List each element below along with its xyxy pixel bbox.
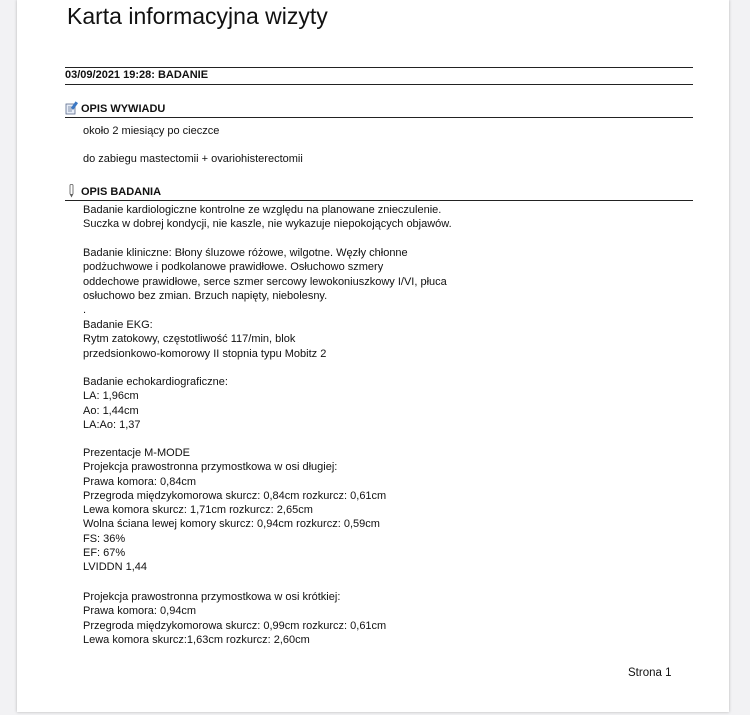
- notes-icon: [65, 101, 79, 115]
- exam-paragraph: Badanie echokardiograficzne: LA: 1,96cm Ao: 1,44cm LA:Ao: 1,37: [83, 376, 228, 431]
- exam-paragraph: Badanie kliniczne: Błony śluzowe różowe, wilgotne. Węzły chłonne podżuchwowe i podkolanowe prawidłowe. Osłuchowo szmery oddechowe prawidłowe, serce szmer sercowy lewokoniuszkowy I/VI, płuca osłuchowo bez zmian. Brzuch napięty, niebolesny. .: [83, 247, 447, 317]
- page-title: Karta informacyjna wizyty: [67, 3, 328, 29]
- document-page: [17, 0, 729, 712]
- interview-line: około 2 miesiący po cieczce: [83, 125, 220, 137]
- exam-paragraph: Prezentacje M-MODE Projekcja prawostronna przymostkowa w osi długiej: Prawa komora: 0,84cm Przegroda międzykomorowa skurcz: 0,84cm rozkurcz: 0,61cm Lewa komora skurcz: 1,71cm rozkurcz: 2,65cm Wolna ściana lewej komory skurcz: 0,94cm rozkurcz: 0,59cm FS: 36% EF: 67% LVIDDN 1,44: [83, 447, 387, 574]
- divider-interview: [65, 117, 693, 118]
- interview-line: do zabiegu mastectomii + ovariohisterectomii: [83, 153, 303, 165]
- exam-paragraph: Projekcja prawostronna przymostkowa w osi krótkiej: Prawa komora: 0,94cm Przegroda międzykomorowa skurcz: 0,99cm rozkurcz: 0,61cm Lewa komora skurcz:1,63cm rozkurcz: 2,60cm: [83, 591, 387, 646]
- exam-heading-label: OPIS BADANIA: [81, 186, 162, 198]
- pencil-icon: [65, 184, 79, 198]
- divider-exam: [65, 200, 693, 201]
- visit-header: 03/09/2021 19:28: BADANIE: [65, 69, 209, 81]
- interview-section-heading: [65, 101, 165, 115]
- exam-paragraph: Badanie kardiologiczne kontrolne ze względu na planowane znieczulenie. Suczka w dobrej kondycji, nie kaszle, nie wykazuje niepokojących objawów.: [83, 204, 452, 231]
- interview-heading-label: OPIS WYWIADU: [81, 103, 166, 115]
- divider-visit: [65, 84, 693, 85]
- page-number: Strona 1: [628, 667, 672, 679]
- divider-top: [65, 67, 693, 68]
- exam-section-heading: [65, 184, 161, 198]
- exam-paragraph: Badanie EKG: Rytm zatokowy, częstotliwość 117/min, blok przedsionkowo-komorowy II stopnia typu Mobitz 2: [83, 319, 327, 360]
